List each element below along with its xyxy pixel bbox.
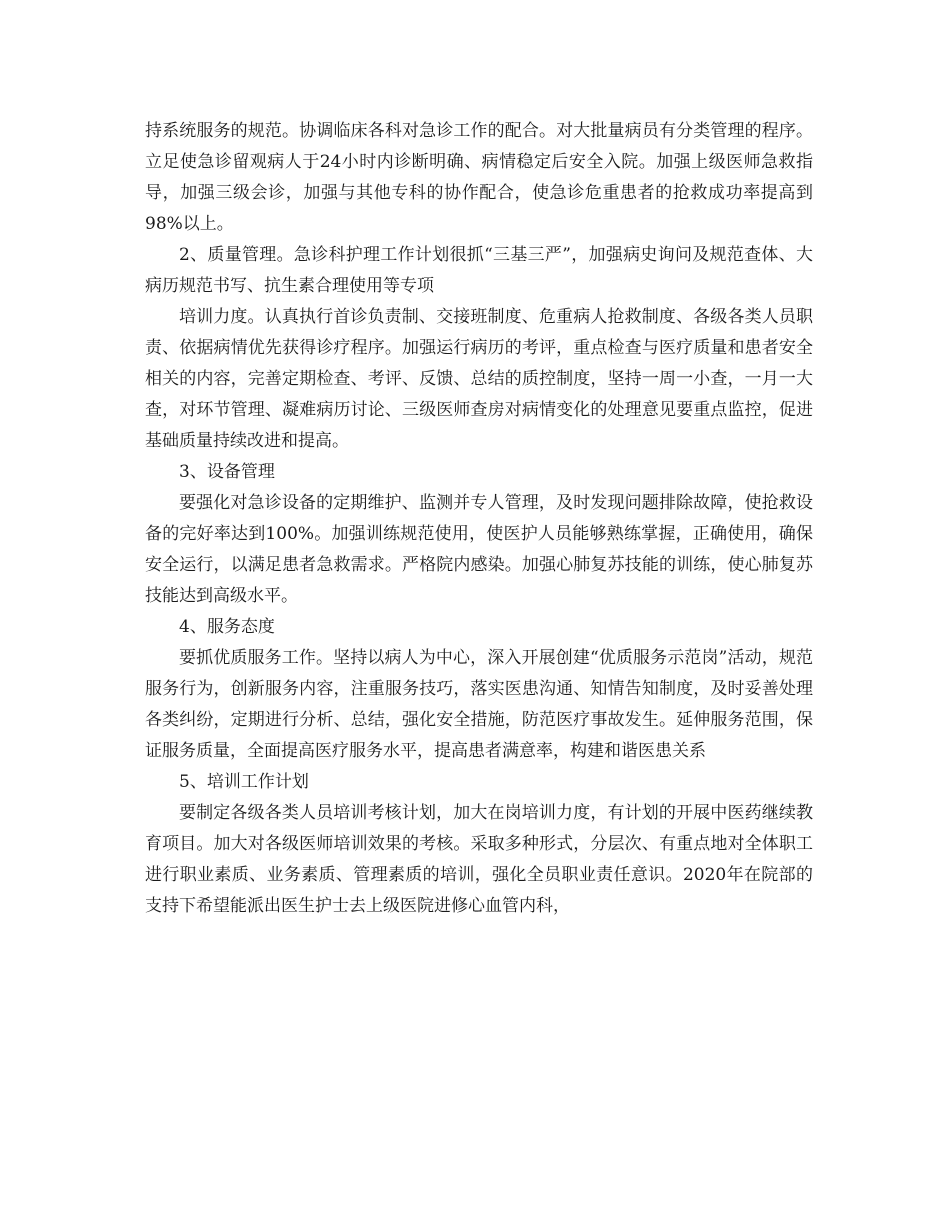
paragraph-training-intensity: 培训力度。认真执行首诊负责制、交接班制度、危重病人抢救制度、各级各类人员职责、依据病情优先获得诊疗程序。加强运行病历的考评，重点检查与医疗质量和患者安全相关的内容，完善定期检查、考评、反馈、总结的质控制度，坚持一周一小查，一月一大查，对环节管理、凝难病历讨论、三级医师查房对病情变化的处理意见要重点监控，促进基础质量持续改进和提高。 (145, 307, 813, 451)
section-heading-training-plan: 5、培训工作计划 (179, 772, 309, 792)
section-heading-service-attitude: 4、服务态度 (179, 617, 275, 637)
paragraph-continued-emergency-coordination: 持系统服务的规范。协调临床各科对急诊工作的配合。对大批量病员有分类管理的程序。立足使急诊留观病人于24小时内诊断明确、病情稳定后安全入院。加强上级医师急救指导，加强三级会诊，加强与其他专科的协作配合，使急诊危重患者的抢救成功率提高到98%以上。 (145, 121, 813, 234)
paragraph-service-attitude: 要抓优质服务工作。坚持以病人为中心，深入开展创建“优质服务示范岗”活动，规范服务行为，创新服务内容，注重服务技巧，落实医患沟通、知情告知制度，及时妥善处理各类纠纷，定期进行分析、总结，强化安全措施，防范医疗事故发生。延伸服务范围，保证服务质量，全面提高医疗服务水平，提高患者满意率，构建和谐医患关系 (145, 648, 813, 761)
paragraph-quality-management: 2、质量管理。急诊科护理工作计划很抓“三基三严”，加强病史询问及规范查体、大病历规范书写、抗生素合理使用等专项 (145, 245, 813, 296)
paragraph-equipment-management: 要强化对急诊设备的定期维护、监测并专人管理，及时发现问题排除故障，使抢救设备的完好率达到100%。加强训练规范使用，使医护人员能够熟练掌握，正确使用，确保安全运行，以满足患者急救需求。严格院内感染。加强心肺复苏技能的训练，使心肺复苏技能达到高级水平。 (145, 493, 813, 606)
document-body (145, 116, 813, 922)
section-heading-equipment-management: 3、设备管理 (179, 462, 275, 482)
paragraph-training-plan: 要制定各级各类人员培训考核计划，加大在岗培训力度，有计划的开展中医药继续教育项目。加大对各级医师培训效果的考核。采取多种形式，分层次、有重点地对全体职工进行职业素质、业务素质、管理素质的培训，强化全员职业责任意识。2020年在院部的支持下希望能派出医生护士去上级医院进修心血管内科， (145, 803, 813, 916)
